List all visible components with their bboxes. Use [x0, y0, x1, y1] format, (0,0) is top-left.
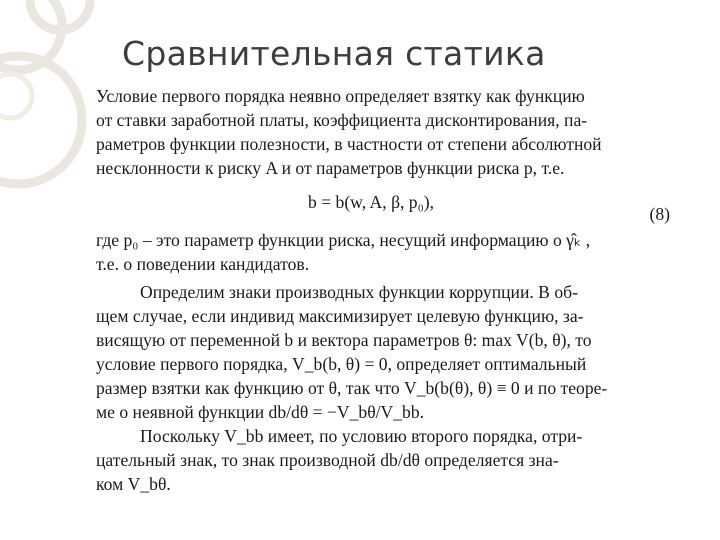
- text-line: размер взятки как функцию от θ, так что V_b(b(θ), θ) ≡ 0 и по теоре-: [96, 378, 608, 398]
- document-body: [96, 84, 676, 496]
- text-line: несклонности к риску A и от параметров функции риска p, т.е.: [96, 158, 565, 178]
- text-line: щем случае, если индивид максимизирует целевую функцию, за-: [96, 306, 584, 326]
- text-line: т.е. о поведении кандидатов.: [96, 254, 310, 274]
- paragraph-1: [96, 84, 676, 180]
- text-line: Определим знаки производных функции коррупции. В об-: [140, 282, 578, 302]
- text-line: Поскольку V_bb имеет, по условию второго порядка, отри-: [140, 426, 583, 446]
- text-line: от ставки заработной платы, коэффициента дисконтирования, па-: [96, 110, 588, 130]
- paragraph-2: [96, 228, 676, 276]
- text-line: Условие первого порядка неявно определяет взятку как функцию: [96, 86, 585, 106]
- paragraph-4: [96, 424, 676, 496]
- text-line: цательный знак, то знак производной db/dθ определяется зна-: [96, 450, 559, 470]
- text-line: условие первого порядка, V_b(b, θ) = 0, определяет оптимальный: [96, 354, 587, 374]
- text-line: висящую от переменной b и вектора параметров θ: max V(b, θ), то: [96, 330, 592, 350]
- text-line: где p₀ – это параметр функции риска, несущий информацию о γ̂ₖ ,: [96, 230, 591, 250]
- decorative-circles: [0, 0, 110, 540]
- equation-row: [96, 180, 676, 228]
- equation: b = b(w, A, β, p₀),: [308, 192, 434, 212]
- paragraph-3: [96, 280, 676, 424]
- equation-number: (8): [649, 204, 670, 224]
- text-line: раметров функции полезности, в частности от степени абсолютной: [96, 134, 602, 154]
- text-line: ме о неявной функции db/dθ = −V_bθ/V_bb.: [96, 402, 425, 422]
- slide-title: Сравнительная статика: [122, 34, 546, 73]
- text-line: ком V_bθ.: [96, 474, 171, 494]
